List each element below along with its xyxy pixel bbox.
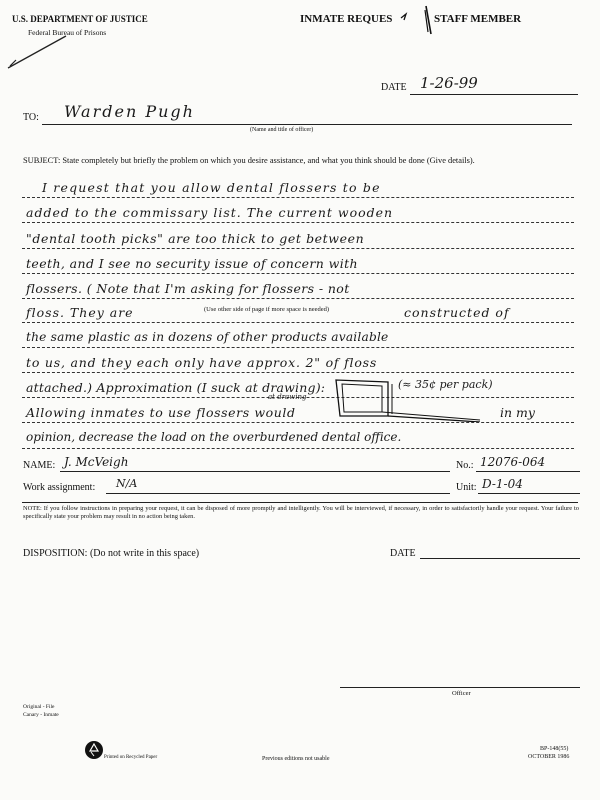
name-value[interactable]: J. McVeigh [64,455,129,469]
overflow-note: (Use other side of page if more space is needed) [204,306,330,313]
price-note: (≈ 35¢ per pack) [398,378,493,391]
name-label: NAME: [23,460,56,471]
work-label: Work assignment: [23,482,96,493]
form-title-right: STAFF MEMBER [434,13,522,25]
subject-line-6a: floss. They are [26,305,134,320]
subject-line-5: flossers. ( Note that I'm asking for flossers - not [26,281,350,296]
subject-label: SUBJECT: [23,156,61,165]
to-label: TO: [23,112,39,123]
form-title-left: INMATE REQUES [300,13,393,25]
subject-line-6b: constructed of [404,305,510,320]
unit-value[interactable]: D-1-04 [482,477,523,491]
officer-caption: Officer [452,690,471,697]
subject-line-1: I request that you allow dental flossers to be [42,180,381,195]
subject-line-3: "dental tooth picks" are too thick to get between [26,231,365,246]
date-label: DATE [381,82,407,93]
subject-line-12: opinion, decrease the load on the overburdened dental office. [26,430,402,444]
form-number: BP-148(55) [540,746,569,752]
drawing-note: at drawing [268,393,307,401]
to-value[interactable]: Warden Pugh [64,102,195,121]
unit-label: Unit: [456,482,477,493]
department-title: U.S. DEPARTMENT OF JUSTICE [12,14,148,24]
subject-instructions [23,156,583,165]
previous-editions: Previous editions not usable [262,756,330,762]
copies-canary: Canary - Inmate [23,712,59,718]
form-date: OCTOBER 1986 [528,754,570,760]
subject-line-2: added to the commissary list. The current wooden [26,205,394,220]
work-value[interactable]: N/A [116,477,138,490]
subject-line-7: the same plastic as in dozens of other products available [26,330,389,344]
corner-scribble [6,30,76,70]
recycle-icon [84,740,104,760]
disposition-label: DISPOSITION: (Do not write in this space) [23,548,200,559]
to-caption: (Name and title of officer) [250,127,314,133]
subject-line-4: teeth, and I see no security issue of concern with [26,256,358,271]
recycled-note: Printed on Recycled Paper [104,755,158,760]
date-value[interactable]: 1-26-99 [420,74,478,92]
subject-line-8: to us, and they each only have approx. 2" of floss [26,355,378,370]
bureau-name: Federal Bureau of Prisons [28,28,107,37]
subject-text: State completely but briefly the problem on which you desire assistance, and what you think should be done (Give details). [62,156,475,165]
subject-line-9: attached.) Approximation (I suck at drawing): [26,380,326,395]
disposition-date-label: DATE [390,548,416,559]
subject-line-11a: Allowing inmates to use flossers would [26,405,296,420]
number-label: No.: [456,460,474,471]
handwritten-slash-mark [398,2,436,36]
number-value[interactable]: 12076-064 [480,455,546,469]
note-text: NOTE: If you follow instructions in preparing your request, it can be disposed of more promptly and intelligently. You will be interviewed, if necessary, in order to satisfactorily handle your request. Your failure to specifically state your problem may result in no action being taken. [23,505,579,520]
copies-original: Original - File [23,704,55,710]
subject-line-11b: in my [500,405,535,420]
